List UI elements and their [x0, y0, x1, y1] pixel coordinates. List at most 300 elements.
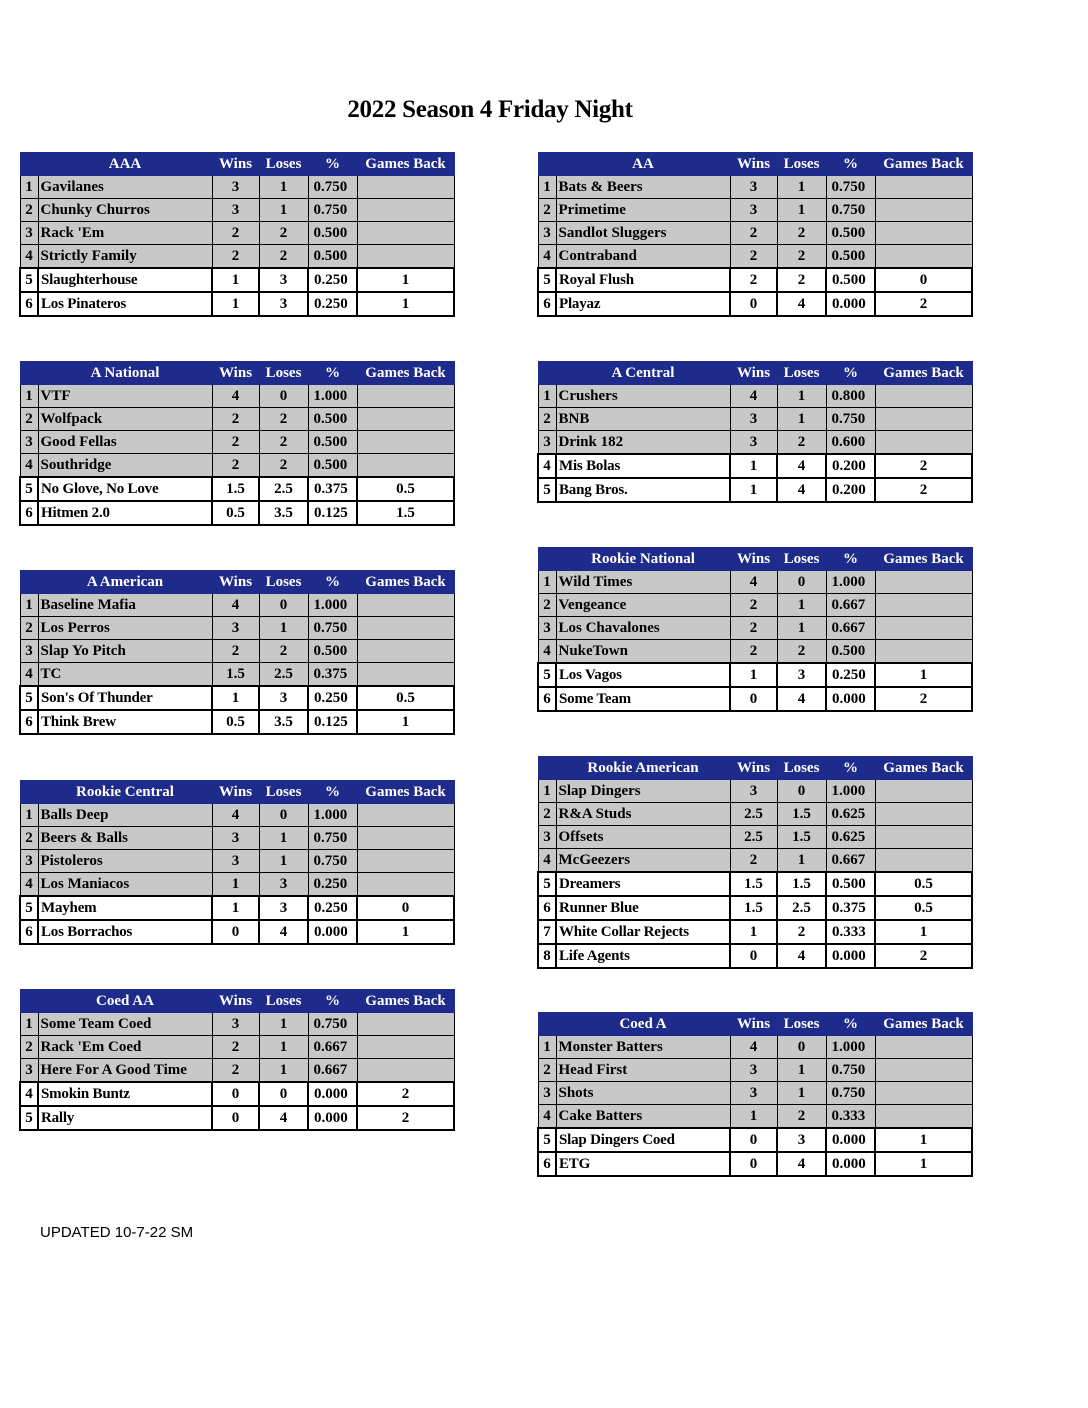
games-back-cell [357, 431, 454, 454]
pct-cell: 0.600 [826, 431, 875, 455]
pct-cell: 0.667 [826, 594, 875, 617]
wins-cell: 3 [730, 176, 777, 199]
loses-cell: 1 [777, 199, 826, 222]
wins-cell: 0.5 [212, 501, 259, 525]
wins-cell: 2 [212, 431, 259, 454]
wins-cell: 3 [212, 199, 259, 222]
team-name: Los Pinateros [38, 292, 212, 316]
wins-cell: 1 [730, 920, 777, 944]
rank-cell: 1 [20, 385, 38, 408]
rank-cell: 2 [20, 199, 38, 222]
loses-header: Loses [777, 362, 826, 385]
wins-header: Wins [730, 548, 777, 571]
rank-cell: 1 [20, 1013, 38, 1036]
rank-cell: 5 [538, 268, 556, 292]
loses-cell: 0 [259, 594, 308, 617]
division-name: Coed A [556, 1013, 730, 1036]
division-name: Rookie Central [38, 781, 212, 804]
pct-cell: 1.000 [826, 780, 875, 803]
team-name: Baseline Mafia [38, 594, 212, 617]
team-name: Contraband [556, 245, 730, 269]
pct-cell: 1.000 [826, 1036, 875, 1059]
rank-cell: 1 [20, 594, 38, 617]
table-row [538, 594, 972, 617]
team-name: Slap Dingers [556, 780, 730, 803]
table-row [538, 245, 972, 269]
rank-cell: 1 [538, 176, 556, 199]
loses-cell: 0 [777, 571, 826, 594]
games-back-cell [875, 199, 972, 222]
games-back-cell [357, 408, 454, 431]
pct-cell: 0.750 [308, 199, 357, 222]
rank-cell: 5 [20, 477, 38, 501]
pct-cell: 0.500 [826, 245, 875, 269]
games-back-cell: 2 [875, 454, 972, 478]
games-back-cell [875, 826, 972, 849]
rank-cell: 3 [538, 617, 556, 640]
pct-cell: 0.250 [308, 268, 357, 292]
wins-cell: 4 [212, 804, 259, 827]
wins-cell: 4 [212, 385, 259, 408]
table-row [20, 663, 454, 687]
table-row [538, 640, 972, 664]
table-row [20, 199, 454, 222]
rank-cell: 2 [538, 1059, 556, 1082]
games-back-header: Games Back [875, 362, 972, 385]
games-back-cell: 1 [357, 920, 454, 944]
table-row [20, 1036, 454, 1059]
games-back-header: Games Back [875, 548, 972, 571]
loses-cell: 1 [777, 1082, 826, 1105]
pct-cell: 0.667 [308, 1036, 357, 1059]
pct-cell: 0.200 [826, 478, 875, 502]
division-name: AA [556, 153, 730, 176]
pct-cell: 0.667 [826, 849, 875, 873]
table-row [20, 501, 454, 525]
wins-cell: 2 [212, 222, 259, 245]
loses-cell: 3.5 [259, 710, 308, 734]
rank-cell: 5 [20, 686, 38, 710]
division-name: AAA [38, 153, 212, 176]
table-row [538, 803, 972, 826]
rank-cell: 2 [538, 408, 556, 431]
pct-cell: 0.125 [308, 501, 357, 525]
games-back-cell [875, 617, 972, 640]
loses-header: Loses [777, 757, 826, 780]
games-back-cell [875, 803, 972, 826]
loses-header: Loses [777, 153, 826, 176]
rank-cell: 8 [538, 944, 556, 968]
rank-cell: 1 [538, 1036, 556, 1059]
games-back-cell [875, 594, 972, 617]
team-name: Slap Dingers Coed [556, 1128, 730, 1152]
team-name: Here For A Good Time [38, 1059, 212, 1083]
loses-cell: 4 [259, 920, 308, 944]
loses-cell: 2.5 [259, 663, 308, 687]
games-back-cell [357, 199, 454, 222]
pct-cell: 0.750 [826, 176, 875, 199]
loses-cell: 3 [259, 873, 308, 897]
rank-cell: 3 [538, 826, 556, 849]
loses-cell: 3 [777, 663, 826, 687]
wins-cell: 3 [212, 617, 259, 640]
wins-cell: 2 [730, 640, 777, 664]
loses-cell: 2 [777, 222, 826, 245]
pct-cell: 0.500 [826, 222, 875, 245]
team-name: Los Vagos [556, 663, 730, 687]
loses-cell: 0 [259, 1082, 308, 1106]
table-row [20, 1059, 454, 1083]
pct-header: % [308, 153, 357, 176]
wins-cell: 1 [730, 1105, 777, 1129]
wins-header: Wins [730, 362, 777, 385]
table-header [20, 781, 454, 804]
loses-cell: 1 [777, 617, 826, 640]
rank-header [20, 571, 38, 594]
wins-header: Wins [212, 781, 259, 804]
loses-cell: 2 [777, 268, 826, 292]
loses-cell: 2 [777, 431, 826, 455]
rank-cell: 4 [20, 245, 38, 269]
games-back-header: Games Back [357, 781, 454, 804]
pct-cell: 0.250 [308, 686, 357, 710]
table-row [538, 1152, 972, 1176]
table-row [20, 222, 454, 245]
pct-cell: 1.000 [308, 594, 357, 617]
rank-cell: 5 [20, 896, 38, 920]
division-name: Rookie National [556, 548, 730, 571]
standings-table-aaa [19, 152, 455, 317]
rank-header [538, 362, 556, 385]
games-back-cell: 1 [357, 710, 454, 734]
wins-cell: 2 [730, 594, 777, 617]
loses-cell: 4 [259, 1106, 308, 1130]
table-row [538, 571, 972, 594]
rank-cell: 1 [538, 571, 556, 594]
table-row [20, 1082, 454, 1106]
pct-cell: 0.625 [826, 803, 875, 826]
games-back-cell [875, 431, 972, 455]
wins-cell: 3 [730, 1082, 777, 1105]
wins-cell: 1 [730, 663, 777, 687]
games-back-cell: 1 [357, 292, 454, 316]
table-row [538, 454, 972, 478]
team-name: Sandlot Sluggers [556, 222, 730, 245]
pct-header: % [826, 757, 875, 780]
pct-cell: 0.750 [308, 1013, 357, 1036]
rank-cell: 6 [20, 292, 38, 316]
table-row [20, 385, 454, 408]
pct-header: % [826, 1013, 875, 1036]
loses-cell: 2 [259, 431, 308, 454]
rank-cell: 2 [538, 594, 556, 617]
team-name: Some Team [556, 687, 730, 711]
loses-cell: 2 [259, 454, 308, 478]
rank-cell: 6 [20, 920, 38, 944]
rank-cell: 5 [20, 1106, 38, 1130]
games-back-cell [357, 617, 454, 640]
pct-cell: 0.000 [308, 1082, 357, 1106]
rank-cell: 4 [538, 1105, 556, 1129]
pct-cell: 0.375 [826, 896, 875, 920]
games-back-cell [357, 176, 454, 199]
team-name: Wolfpack [38, 408, 212, 431]
games-back-cell [357, 222, 454, 245]
rank-header [20, 362, 38, 385]
standings-table-rookie-american [537, 756, 973, 969]
table-row [20, 920, 454, 944]
rank-cell: 4 [538, 640, 556, 664]
pct-cell: 0.750 [308, 617, 357, 640]
wins-cell: 2 [212, 245, 259, 269]
rank-cell: 3 [20, 640, 38, 663]
table-row [538, 478, 972, 502]
rank-cell: 4 [538, 245, 556, 269]
wins-cell: 2 [730, 245, 777, 269]
loses-cell: 4 [777, 687, 826, 711]
table-row [538, 872, 972, 896]
games-back-cell [357, 245, 454, 269]
team-name: Runner Blue [556, 896, 730, 920]
rank-header [20, 781, 38, 804]
team-name: Mayhem [38, 896, 212, 920]
team-name: Hitmen 2.0 [38, 501, 212, 525]
team-name: Smokin Buntz [38, 1082, 212, 1106]
pct-cell: 0.750 [308, 827, 357, 850]
wins-cell: 2 [212, 640, 259, 663]
rank-cell: 3 [20, 431, 38, 454]
standings-table-aa [537, 152, 973, 317]
games-back-cell: 0 [357, 896, 454, 920]
games-back-cell: 1 [875, 1152, 972, 1176]
wins-cell: 0 [730, 1152, 777, 1176]
team-name: Life Agents [556, 944, 730, 968]
table-row [538, 408, 972, 431]
pct-cell: 0.250 [308, 896, 357, 920]
standings-table-a-central [537, 361, 973, 503]
wins-header: Wins [212, 153, 259, 176]
rank-cell: 4 [538, 454, 556, 478]
team-name: Head First [556, 1059, 730, 1082]
loses-cell: 1 [259, 199, 308, 222]
games-back-header: Games Back [875, 153, 972, 176]
table-row [538, 849, 972, 873]
loses-cell: 1 [259, 617, 308, 640]
games-back-cell [875, 245, 972, 269]
wins-cell: 1.5 [730, 872, 777, 896]
table-row [20, 176, 454, 199]
wins-cell: 3 [730, 431, 777, 455]
team-name: Vengeance [556, 594, 730, 617]
team-name: Gavilanes [38, 176, 212, 199]
team-name: Wild Times [556, 571, 730, 594]
loses-cell: 1 [259, 827, 308, 850]
division-name: Rookie American [556, 757, 730, 780]
loses-cell: 0 [259, 804, 308, 827]
rank-cell: 4 [20, 1082, 38, 1106]
rank-cell: 5 [20, 268, 38, 292]
team-name: Shots [556, 1082, 730, 1105]
pct-cell: 0.375 [308, 477, 357, 501]
loses-cell: 0 [777, 780, 826, 803]
table-row [20, 804, 454, 827]
games-back-cell [875, 222, 972, 245]
wins-cell: 1 [212, 896, 259, 920]
loses-header: Loses [259, 571, 308, 594]
loses-cell: 2 [777, 1105, 826, 1129]
standings-table-rookie-central [19, 780, 455, 945]
standings-table-a-national [19, 361, 455, 526]
loses-cell: 3 [259, 292, 308, 316]
rank-cell: 7 [538, 920, 556, 944]
games-back-cell [875, 1082, 972, 1105]
pct-cell: 0.333 [826, 1105, 875, 1129]
pct-cell: 0.250 [308, 873, 357, 897]
loses-cell: 4 [777, 944, 826, 968]
wins-cell: 2.5 [730, 803, 777, 826]
team-name: TC [38, 663, 212, 687]
table-row [20, 245, 454, 269]
wins-cell: 0 [212, 1106, 259, 1130]
wins-cell: 1 [212, 686, 259, 710]
games-back-cell: 2 [357, 1082, 454, 1106]
wins-cell: 4 [730, 571, 777, 594]
wins-cell: 2 [730, 849, 777, 873]
games-back-cell [357, 663, 454, 687]
loses-cell: 1 [777, 849, 826, 873]
wins-cell: 0 [730, 687, 777, 711]
table-row [538, 1082, 972, 1105]
games-back-cell: 2 [875, 687, 972, 711]
rank-cell: 5 [538, 478, 556, 502]
pct-cell: 0.000 [826, 1152, 875, 1176]
games-back-cell [357, 640, 454, 663]
pct-cell: 0.500 [308, 431, 357, 454]
pct-cell: 0.250 [308, 292, 357, 316]
team-name: Primetime [556, 199, 730, 222]
wins-cell: 3 [212, 176, 259, 199]
games-back-cell [357, 1013, 454, 1036]
pct-cell: 1.000 [308, 804, 357, 827]
pct-cell: 0.500 [826, 268, 875, 292]
pct-cell: 0.000 [308, 1106, 357, 1130]
pct-header: % [308, 990, 357, 1013]
games-back-cell: 2 [875, 944, 972, 968]
loses-cell: 2 [259, 408, 308, 431]
games-back-cell: 0.5 [357, 477, 454, 501]
team-name: Balls Deep [38, 804, 212, 827]
loses-cell: 3 [259, 896, 308, 920]
wins-cell: 3 [730, 1059, 777, 1082]
table-row [538, 663, 972, 687]
division-name: A National [38, 362, 212, 385]
games-back-cell [357, 850, 454, 873]
team-name: Slap Yo Pitch [38, 640, 212, 663]
games-back-header: Games Back [357, 362, 454, 385]
table-row [538, 687, 972, 711]
rank-cell: 5 [538, 663, 556, 687]
games-back-cell: 1 [875, 663, 972, 687]
games-back-cell: 0.5 [875, 896, 972, 920]
wins-cell: 1.5 [730, 896, 777, 920]
team-name: Bats & Beers [556, 176, 730, 199]
loses-header: Loses [259, 153, 308, 176]
loses-cell: 2 [777, 640, 826, 664]
table-row [538, 617, 972, 640]
rank-cell: 2 [538, 803, 556, 826]
team-name: Crushers [556, 385, 730, 408]
loses-cell: 3 [777, 1128, 826, 1152]
wins-cell: 3 [212, 827, 259, 850]
pct-header: % [308, 571, 357, 594]
wins-cell: 2 [212, 408, 259, 431]
pct-header: % [308, 362, 357, 385]
pct-header: % [826, 153, 875, 176]
wins-header: Wins [730, 153, 777, 176]
wins-cell: 2 [212, 1036, 259, 1059]
loses-header: Loses [259, 362, 308, 385]
games-back-cell: 2 [357, 1106, 454, 1130]
pct-cell: 0.000 [826, 292, 875, 316]
loses-cell: 1 [259, 1059, 308, 1083]
standings-table-rookie-national [537, 547, 973, 712]
games-back-cell [357, 1036, 454, 1059]
games-back-cell: 0 [875, 268, 972, 292]
loses-cell: 2 [259, 222, 308, 245]
loses-cell: 2.5 [259, 477, 308, 501]
loses-cell: 1.5 [777, 872, 826, 896]
rank-cell: 1 [20, 176, 38, 199]
pct-cell: 0.200 [826, 454, 875, 478]
wins-header: Wins [212, 571, 259, 594]
table-header [538, 362, 972, 385]
team-name: Playaz [556, 292, 730, 316]
games-back-cell [357, 454, 454, 478]
loses-cell: 1 [259, 1036, 308, 1059]
team-name: Bang Bros. [556, 478, 730, 502]
table-row [538, 385, 972, 408]
table-header [20, 990, 454, 1013]
table-row [538, 199, 972, 222]
loses-cell: 1 [259, 850, 308, 873]
rank-cell: 4 [20, 663, 38, 687]
pct-cell: 0.000 [826, 1128, 875, 1152]
pct-cell: 0.750 [826, 1082, 875, 1105]
wins-cell: 0 [212, 920, 259, 944]
rank-cell: 1 [538, 780, 556, 803]
pct-cell: 0.750 [308, 176, 357, 199]
table-row [20, 873, 454, 897]
games-back-cell: 2 [875, 292, 972, 316]
loses-cell: 1 [777, 385, 826, 408]
rank-header [20, 990, 38, 1013]
team-name: Monster Batters [556, 1036, 730, 1059]
table-header [20, 362, 454, 385]
loses-cell: 1.5 [777, 803, 826, 826]
loses-cell: 2 [259, 640, 308, 663]
loses-header: Loses [259, 990, 308, 1013]
loses-cell: 3 [259, 268, 308, 292]
team-name: Los Borrachos [38, 920, 212, 944]
pct-cell: 0.000 [826, 944, 875, 968]
games-back-cell [357, 385, 454, 408]
rank-cell: 5 [538, 872, 556, 896]
table-row [538, 176, 972, 199]
games-back-header: Games Back [875, 1013, 972, 1036]
wins-cell: 2 [730, 222, 777, 245]
pct-header: % [308, 781, 357, 804]
rank-cell: 5 [538, 1128, 556, 1152]
